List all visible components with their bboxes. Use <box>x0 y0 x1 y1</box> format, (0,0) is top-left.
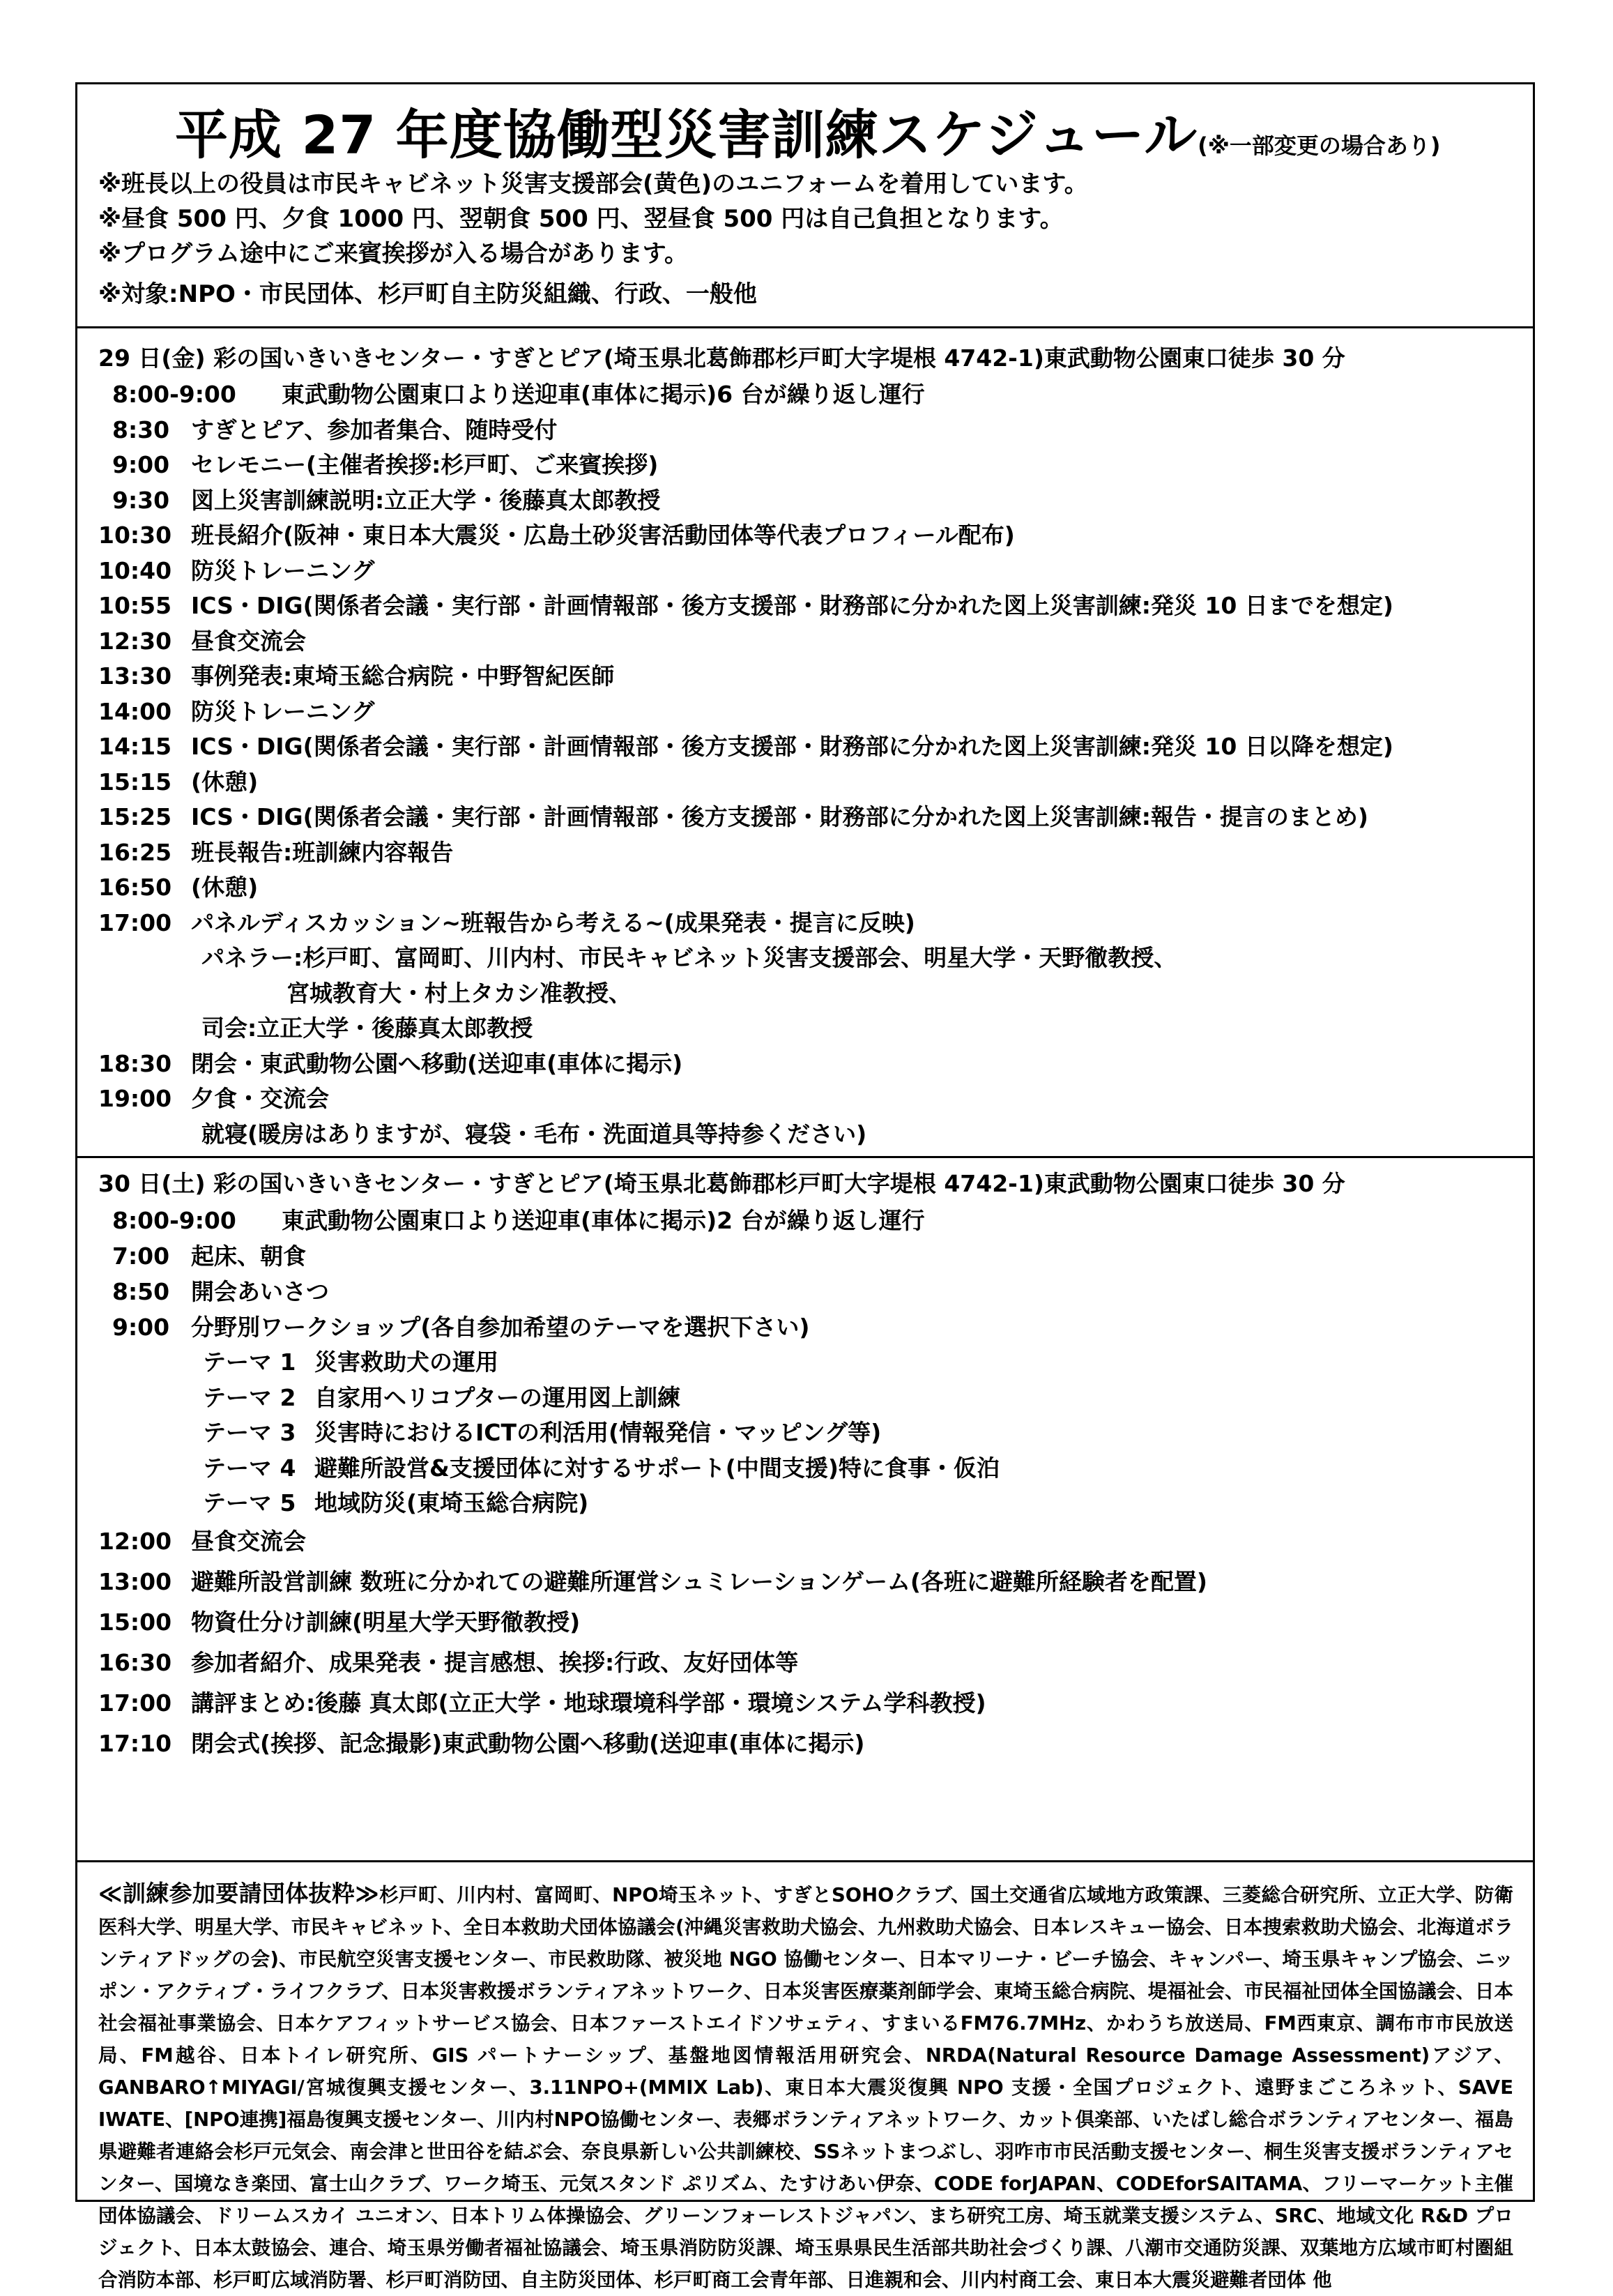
schedule-row <box>98 1081 1393 1117</box>
schedule-time: 17:00 <box>98 1689 172 1717</box>
schedule-text: 東武動物公園東口より送迎車(車体に掲示)2 台が繰り返し運行 <box>282 1207 925 1234</box>
schedule-text: ICS・DIG(関係者会議・実行部・計画情報部・後方支援部・財務部に分かれた図上災害訓練:発災 10 日以降を想定) <box>191 733 1393 760</box>
note-guest-greeting: ※プログラム途中にご来賓挨拶が入る場合があります。 <box>98 240 688 268</box>
schedule-time: 10:55 <box>98 592 172 619</box>
schedule-text: 班長報告:班訓練内容報告 <box>191 838 454 866</box>
participants-label: ≪訓練参加要請団体抜粋≫ <box>98 1880 379 1907</box>
day2-schedule <box>98 1166 1345 1764</box>
page-title: 平成 27 年度協働型災害訓練スケジュール <box>175 104 1198 166</box>
schedule-time: 8:50 <box>112 1278 170 1305</box>
schedule-text: すぎとピア、参加者集合、随時受付 <box>191 416 558 443</box>
moderator-line: 司会:立正大学・後藤真太郎教授 <box>201 1014 533 1042</box>
schedule-time: 8:00-9:00 <box>112 381 236 408</box>
header-section <box>77 84 1533 328</box>
schedule-time: 12:00 <box>98 1527 172 1555</box>
theme-label: テーマ 5 <box>203 1489 296 1516</box>
schedule-text: セレモニー(主催者挨拶:杉戸町、ご来賓挨拶) <box>191 451 659 478</box>
theme-label: テーマ 3 <box>203 1419 296 1446</box>
theme-row <box>98 1451 1345 1487</box>
schedule-text: 昼食交流会 <box>191 627 306 655</box>
note-target: ※対象:NPO・市民団体、杉戸町自主防災組織、行政、一般他 <box>98 280 757 308</box>
schedule-text: 班長紹介(阪神・東日本大震災・広島土砂災害活動団体等代表プロフィール配布) <box>191 522 1015 549</box>
note-meal-cost: ※昼食 500 円、夕食 1000 円、翌朝食 500 円、翌昼食 500 円は自己負担となります。 <box>98 205 1064 233</box>
schedule-text: 分野別ワークショップ(各自参加希望のテーマを選択下さい) <box>191 1314 810 1341</box>
schedule-time: 13:00 <box>98 1567 172 1595</box>
schedule-text: 防災トレーニング <box>191 556 375 584</box>
note-uniform: ※班長以上の役員は市民キャビネット災害支援部会(黄色)のユニフォームを着用しています。 <box>98 170 1088 198</box>
schedule-row <box>98 1683 1345 1724</box>
participants-list <box>98 1878 1513 2296</box>
theme-label: テーマ 4 <box>203 1454 296 1482</box>
schedule-time: 9:30 <box>112 486 170 514</box>
schedule-time: 19:00 <box>98 1085 172 1112</box>
panelist-line: パネラー:杉戸町、富岡町、川内村、市民キャビネット災害支援部会、明星大学・天野徹教授、 <box>201 944 1177 971</box>
schedule-text: 閉会式(挨拶、記念撮影)東武動物公園へ移動(送迎車(車体に掲示) <box>191 1729 865 1757</box>
schedule-text: 事例発表:東埼玉総合病院・中野智紀医師 <box>191 662 615 690</box>
schedule-row <box>98 835 1393 871</box>
schedule-text: (休憩) <box>191 768 259 796</box>
schedule-time: 8:00-9:00 <box>112 1207 236 1234</box>
schedule-row <box>98 1602 1345 1643</box>
schedule-row <box>98 588 1393 624</box>
schedule-text: 講評まとめ:後藤 真太郎(立正大学・地球環境科学部・環境システム学科教授) <box>191 1689 986 1717</box>
day1-heading: 29 日(金) 彩の国いきいきセンター・すぎとピア(埼玉県北葛飾郡杉戸町大字堤根 4742-1)東武動物公園東口徒歩 30 分 <box>98 344 1345 372</box>
schedule-row <box>98 765 1393 800</box>
theme-row <box>98 1415 1345 1451</box>
participants-section <box>77 1862 1533 2291</box>
schedule-time: 10:30 <box>98 522 172 549</box>
schedule-time: 16:50 <box>98 874 172 901</box>
schedule-text: 避難所設営訓練 数班に分かれての避難所運営シュミレーションゲーム(各班に避難所経験者を配置) <box>191 1567 1208 1595</box>
schedule-row <box>98 554 1393 589</box>
schedule-row <box>98 1047 1393 1082</box>
schedule-text: 夕食・交流会 <box>191 1085 329 1112</box>
title-note: (※一部変更の場合あり) <box>1198 132 1441 159</box>
schedule-row <box>98 1238 1345 1274</box>
schedule-row <box>98 1274 1345 1309</box>
schedule-time: 7:00 <box>112 1242 170 1270</box>
schedule-time: 13:30 <box>98 662 172 690</box>
schedule-time: 16:30 <box>98 1648 172 1676</box>
schedule-row <box>98 1643 1345 1683</box>
schedule-row <box>98 413 1393 448</box>
schedule-time: 16:25 <box>98 838 172 866</box>
theme-label: テーマ 2 <box>203 1383 296 1411</box>
theme-text: 自家用ヘリコプターの運用図上訓練 <box>314 1383 681 1411</box>
schedule-row <box>98 870 1393 906</box>
theme-label: テーマ 1 <box>203 1348 296 1376</box>
schedule-row <box>98 1203 1345 1238</box>
theme-text: 避難所設営&支援団体に対するサポート(中間支援)特に食事・仮泊 <box>314 1454 1000 1482</box>
day2-heading: 30 日(土) 彩の国いきいきセンター・すぎとピア(埼玉県北葛飾郡杉戸町大字堤根 4742-1)東武動物公園東口徒歩 30 分 <box>98 1170 1345 1197</box>
schedule-row <box>98 448 1393 483</box>
schedule-row <box>98 518 1393 554</box>
schedule-row <box>98 483 1393 519</box>
schedule-text: 防災トレーニング <box>191 697 375 725</box>
panelist-line: 宮城教育大・村上タカシ准教授、 <box>286 979 632 1007</box>
day1-schedule <box>98 341 1393 1152</box>
schedule-text: 物資仕分け訓練(明星大学天野徹教授) <box>191 1608 581 1636</box>
schedule-row <box>98 729 1393 765</box>
schedule-row <box>98 659 1393 694</box>
schedule-row <box>98 694 1393 730</box>
participants-text: 杉戸町、川内村、富岡町、NPO埼玉ネット、すぎとSOHOクラブ、国土交通省広域地方政策課、三菱総合研究所、立正大学、防衛医科大学、明星大学、市民キャビネット、全日本救助犬団体協議会(沖縄災害救助犬協会、九州救助犬協会、日本レスキュー協会、日本捜索救助犬協会、北海道ボランティアドッグの会)、市民航空災害支援センター、市民救助隊、被災地 NGO 協働センター、日本マリーナ・ビーチ協会、キャンパー、埼玉県キャンプ協会、ニッポン・アクティブ・ライフクラブ、日本災害救援ボランティアネットワーク、日本災害医療薬剤師学会、東埼玉総合病院、堤福祉会、市民福祉団体全国協議会、日本社会福祉事業協会、日本ケアフィットサービス協会、日本ファーストエイドソサェティ、すまいるFM76.7MHz、かわうち放送局、FM西東京、調布市市民放送局、FM越谷、日本トイレ研究所、GIS パートナーシップ、基盤地図情報活用研究会、NRDA(Natural Resource Damage Assessment)アジア、GANBARO↑MIYAGI/宮城復興支援センター、3.11NPO+(MMIX Lab)、東日本大震災復興 NPO 支援・全国プロジェクト、遠野まごころネット、SAVE IWATE、[NPO連携]福島復興支援センター、川内村NPO協働センター、表郷ボランティアネットワーク、カット倶楽部、いたばし総合ボランティアセンター、福島県避難者連絡会杉戸元気会、南会津と世田谷を結ぶ会、奈良県新しい公共訓練校、SSネットまつぶし、羽咋市市民活動支援センター、桐生災害支援ボランティアセンター、国境なき楽団、富士山クラブ、ワーク埼玉、元気スタンド ぷリズム、たすけあい伊奈、CODE forJAPAN、CODEforSAITAMA、フリーマーケット主催団体協議会、ドリームスカイ ユニオン、日本トリム体操協会、グリーンフォーレストジャパン、まち研究工房、埼玉就業支援システム、SRC、地域文化 R&D プロジェクト、日本太鼓協会、連合、埼玉県労働者福祉協議会、埼玉県消防防災課、埼玉県県民生活部共助社会づくり課、八潮市交通防災課、双葉地方広域市町村圏組合消防本部、杉戸町広域消防署、杉戸町消防団、自主防災団体、杉戸町商工会青年部、日進親和会、川内村商工会、東日本大震災避難者団体 他 <box>98 1884 1514 2291</box>
schedule-text: ICS・DIG(関係者会議・実行部・計画情報部・後方支援部・財務部に分かれた図上災害訓練:報告・提言のまとめ) <box>191 803 1368 830</box>
schedule-text: (休憩) <box>191 874 259 901</box>
day1-section <box>77 328 1533 1158</box>
theme-text: 地域防災(東埼玉総合病院) <box>314 1489 589 1516</box>
schedule-row <box>98 1521 1345 1562</box>
theme-row <box>98 1345 1345 1381</box>
schedule-text: 開会あいさつ <box>191 1278 329 1305</box>
schedule-time: 12:30 <box>98 627 172 655</box>
schedule-text: パネルディスカッション~班報告から考える~(成果発表・提言に反映) <box>191 908 915 936</box>
theme-row <box>98 1381 1345 1416</box>
schedule-time: 18:30 <box>98 1049 172 1077</box>
schedule-time: 9:00 <box>112 451 170 478</box>
schedule-text: 起床、朝食 <box>191 1242 306 1270</box>
schedule-row <box>98 377 1393 413</box>
schedule-time: 8:30 <box>112 416 170 443</box>
schedule-row <box>98 1562 1345 1602</box>
schedule-row <box>98 800 1393 835</box>
schedule-time: 10:40 <box>98 556 172 584</box>
schedule-text: 昼食交流会 <box>191 1527 306 1555</box>
schedule-time: 14:15 <box>98 733 172 760</box>
schedule-text: 図上災害訓練説明:立正大学・後藤真太郎教授 <box>191 486 661 514</box>
schedule-row <box>98 1724 1345 1764</box>
day2-section <box>77 1158 1533 1862</box>
schedule-row <box>98 1309 1345 1345</box>
notes-list <box>98 167 1088 312</box>
title-row <box>175 93 1441 169</box>
schedule-time: 15:00 <box>98 1608 172 1636</box>
schedule-time: 9:00 <box>112 1314 170 1341</box>
theme-row <box>98 1486 1345 1521</box>
schedule-time: 15:25 <box>98 803 172 830</box>
schedule-time: 14:00 <box>98 697 172 725</box>
schedule-text: ICS・DIG(関係者会議・実行部・計画情報部・後方支援部・財務部に分かれた図上災害訓練:発災 10 日までを想定) <box>191 592 1393 619</box>
schedule-text: 参加者紹介、成果発表・提言感想、挨拶:行政、友好団体等 <box>191 1648 799 1676</box>
theme-text: 災害救助犬の運用 <box>314 1348 498 1376</box>
schedule-text: 閉会・東武動物公園へ移動(送迎車(車体に掲示) <box>191 1049 683 1077</box>
schedule-text: 東武動物公園東口より送迎車(車体に掲示)6 台が繰り返し運行 <box>282 381 925 408</box>
schedule-time: 15:15 <box>98 768 172 796</box>
schedule-row <box>98 906 1393 941</box>
schedule-time: 17:10 <box>98 1729 172 1757</box>
schedule-time: 17:00 <box>98 908 172 936</box>
bedtime-line: 就寝(暖房はありますが、寝袋・毛布・洗面道具等持参ください) <box>201 1120 867 1148</box>
theme-text: 災害時におけるICTの利活用(情報発信・マッピング等) <box>314 1419 882 1446</box>
schedule-row <box>98 624 1393 660</box>
schedule-frame <box>75 82 1535 2291</box>
